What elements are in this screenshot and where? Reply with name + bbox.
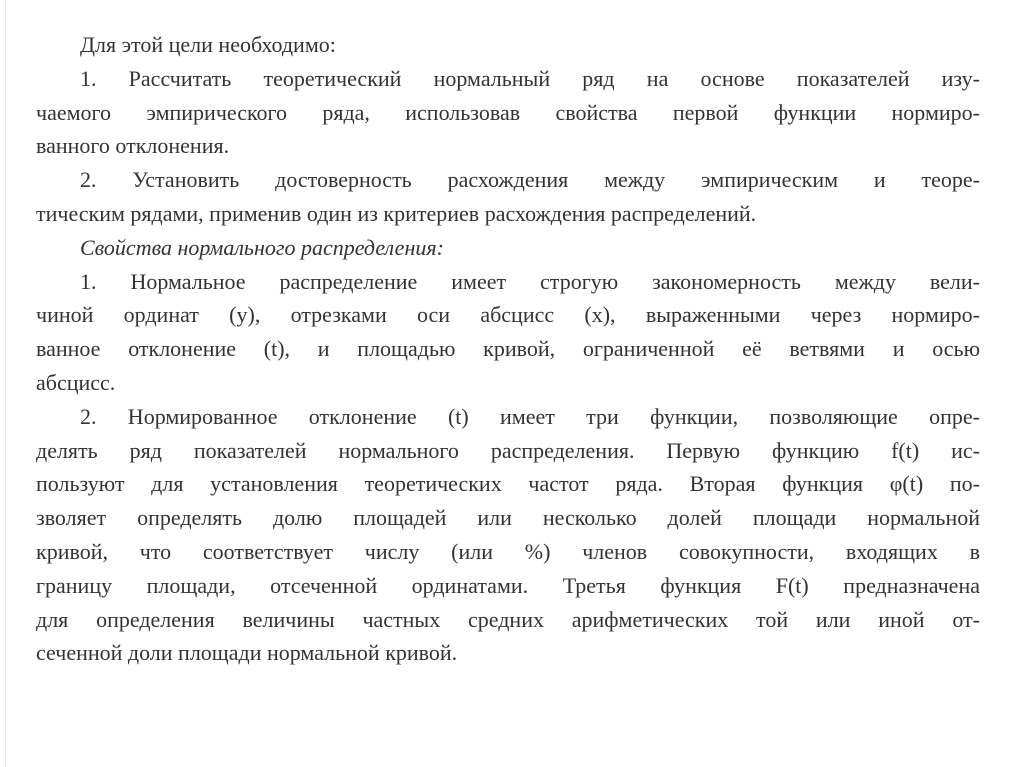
text-line: зволяет определять долю площадей или несколько долей площади нормальной [36,505,980,531]
text-line: чиной ординат (у), отрезками оси абсцисс (х), выраженными через нормиро- [36,302,980,328]
scanned-text-block [36,28,980,670]
text-line: пользуют для установления теоретических частот ряда. Вторая функция φ(t) по- [36,471,980,497]
text-line: абсцисс. [36,369,116,395]
text-line: Свойства нормального распределения: [80,234,444,260]
text-line: границу площади, отсеченной ординатами. Третья функция F(t) предназначена [36,572,980,598]
text-line: сеченной доли площади нормальной кривой. [36,640,458,666]
text-line: кривой, что соответствует числу (или %) членов совокупности, входящих в [36,538,980,564]
text-line: Для этой цели необходимо: [80,32,336,57]
text-line: делять ряд показателей нормального распределения. Первую функцию f(t) ис- [36,437,980,463]
text-line: 1. Нормальное распределение имеет строгую закономерность между вели- [80,268,980,294]
text-line: тическим рядами, применив один из критериев расхождения распределений. [36,200,757,226]
text-line: для определения величины частных средних арифметических той или иной от- [36,606,980,632]
text-line: 2. Нормированное отклонение (t) имеет три функции, позволяющие опре- [80,403,980,429]
text-line: 1. Рассчитать теоретический нормальный ряд на основе показателей изу- [80,65,980,91]
text-line: ванного отклонения. [36,133,230,159]
page-border-line [5,0,6,767]
text-line: чаемого эмпирического ряда, использовав свойства первой функции нормиро- [36,99,980,125]
text-line: 2. Установить достоверность расхождения между эмпирическим и теоре- [80,167,980,193]
text-line: ванное отклонение (t), и площадью кривой, ограниченной её ветвями и осью [36,336,980,362]
